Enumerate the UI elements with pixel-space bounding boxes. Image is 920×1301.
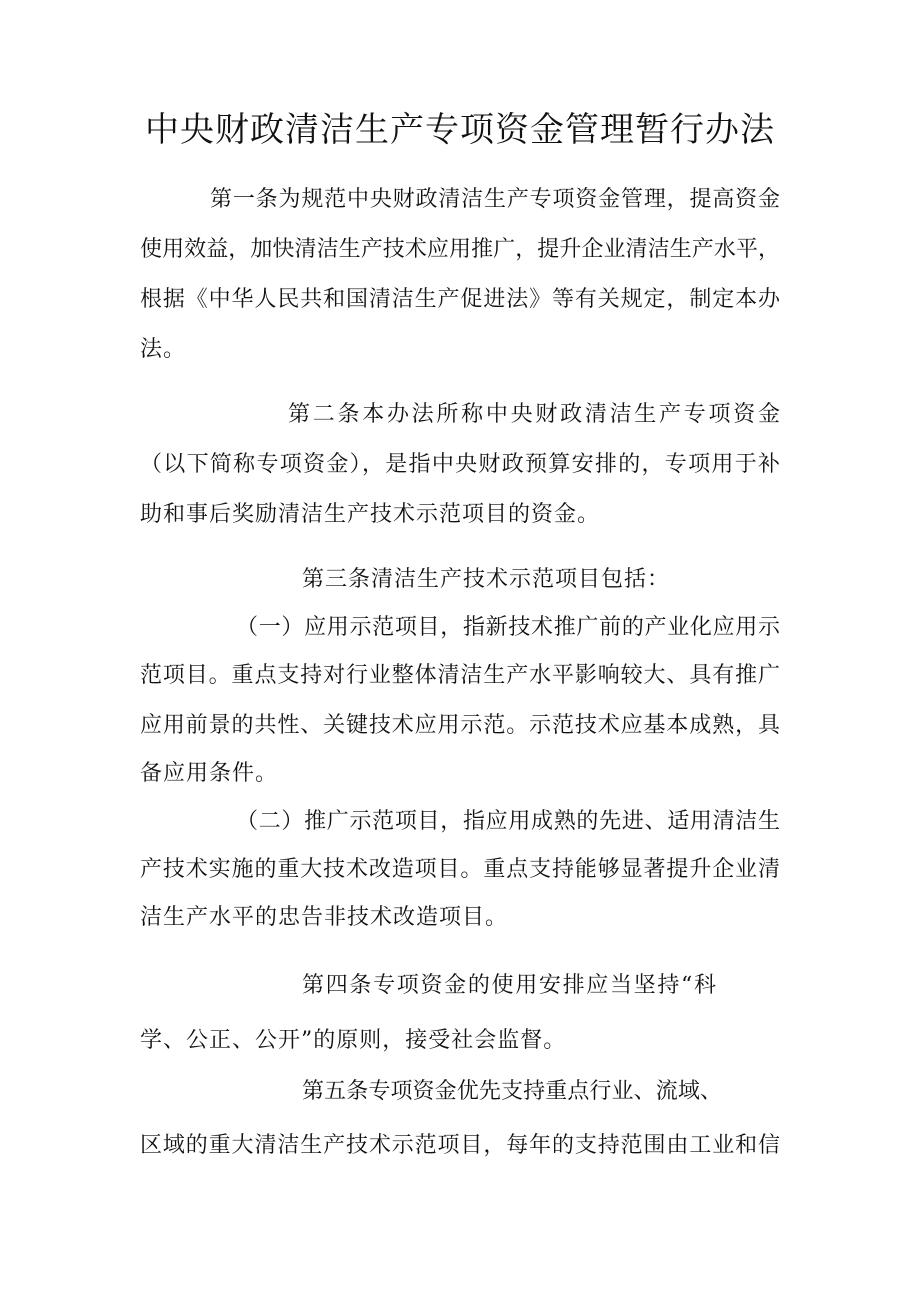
article-2-line-3: 助和事后奖励清洁生产技术示范项目的资金。 [140, 502, 601, 527]
article-3-line-1: 第三条清洁生产技术示范项目包括： [302, 567, 671, 592]
article-3-item-2-line-3: 洁生产水平的忠告非技术改造项目。 [140, 905, 509, 930]
article-4-line-1: 第四条专项资金的使用安排应当坚持“科 [302, 973, 716, 998]
article-1-line-4: 法。 [140, 337, 187, 362]
article-3-item-1-line-1: （一）应用示范项目，指新技术推广前的产业化应用示 [236, 615, 780, 640]
article-1-line-1: 第一条为规范中央财政清洁生产专项资金管理，提高资金 [210, 187, 780, 212]
article-3-item-2-line-1: （二）推广示范项目，指应用成熟的先进、适用清洁生 [236, 809, 780, 834]
article-1-line-2: 使用效益，加快清洁生产技术应用推广，提升企业清洁生产水平， [140, 237, 780, 262]
article-4-line-2: 学、公正、公开”的原则，接受社会监督。 [140, 1028, 567, 1053]
document-title: 中央财政清洁生产专项资金管理暂行办法 [145, 110, 775, 150]
article-5-line-2: 区域的重大清洁生产技术示范项目，每年的支持范围由工业和信 [140, 1133, 780, 1158]
article-5-line-1: 第五条专项资金优先支持重点行业、流域、 [302, 1079, 722, 1104]
article-3-item-2-line-2: 产技术实施的重大技术改造项目。重点支持能够显著提升企业清 [140, 857, 780, 882]
article-3-item-1-line-2: 范项目。重点支持对行业整体清洁生产水平影响较大、具有推广 [140, 663, 780, 688]
article-2-line-2: （以下简称专项资金），是指中央财政预算安排的，专项用于补 [140, 452, 780, 477]
article-1-line-3: 根据《中华人民共和国清洁生产促进法》等有关规定，制定本办 [140, 287, 780, 312]
article-2-line-1: 第二条本办法所称中央财政清洁生产专项资金 [288, 402, 780, 427]
article-3-item-1-line-4: 备应用条件。 [140, 761, 279, 786]
article-3-item-1-line-3: 应用前景的共性、关键技术应用示范。示范技术应基本成熟，具 [140, 713, 780, 738]
